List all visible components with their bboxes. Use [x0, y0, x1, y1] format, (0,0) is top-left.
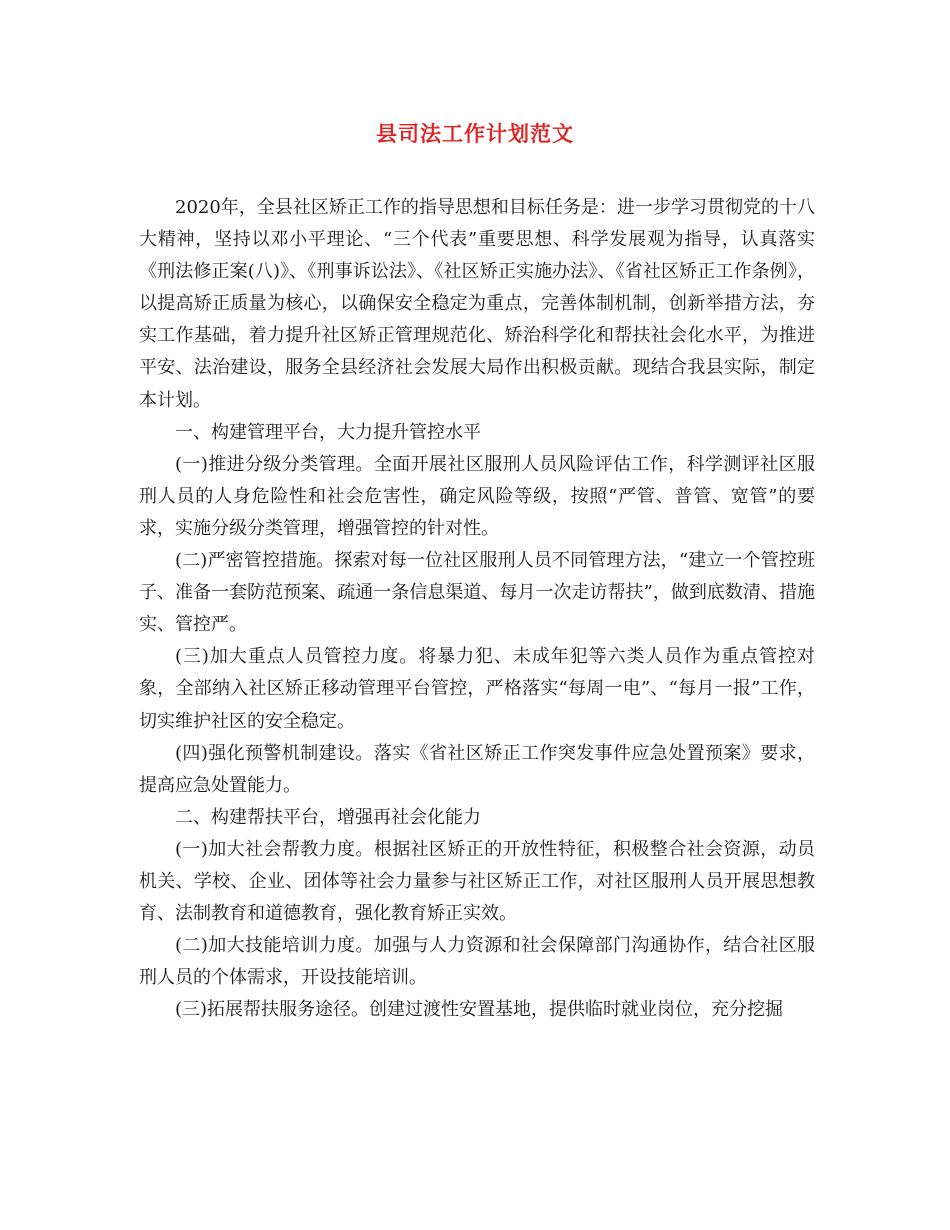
section-heading-2: 二、构建帮扶平台，增强再社会化能力: [175, 806, 481, 828]
paragraph-1-2: (二)严密管控措施。探索对每一位社区服刑人员不同管理方法，“建立一个管控班子、准备一套防范预案、疏通一条信息渠道、每月一次走访帮扶”，做到底数清、措施实、管控严。: [139, 550, 815, 636]
paragraph-1-1: (一)推进分级分类管理。全面开展社区服刑人员风险评估工作，科学测评社区服刑人员的人身危险性和社会危害性，确定风险等级，按照“严管、普管、宽管”的要求，实施分级分类管理，增强管控的针对性。: [139, 453, 815, 539]
paragraph-1-3: (三)加大重点人员管控力度。将暴力犯、未成年犯等六类人员作为重点管控对象，全部纳入社区矫正移动管理平台管控，严格落实“每周一电”、“每月一报”工作，切实维护社区的安全稳定。: [139, 646, 815, 732]
paragraph-2-1: (一)加大社会帮教力度。根据社区矫正的开放性特征，积极整合社会资源，动员机关、学校、企业、团体等社会力量参与社区矫正工作，对社区服刑人员开展思想教育、法制教育和道德教育，强化教育矫正实效。: [139, 838, 815, 925]
paragraph-1-4: (四)强化预警机制建设。落实《省社区矫正工作突发事件应急处置预案》要求，提高应急处置能力。: [139, 742, 815, 796]
document-title: 县司法工作计划范文: [376, 121, 574, 146]
paragraph-intro: 2020年，全县社区矫正工作的指导思想和目标任务是：进一步学习贯彻党的十八大精神，坚持以邓小平理论、“三个代表”重要思想、科学发展观为指导，认真落实《刑法修正案(八)》、《刑事诉讼法》、《社区矫正实施办法》、《省社区矫正工作条例》，以提高矫正质量为核心，以确保安全稳定为重点，完善体制机制，创新举措方法，夯实工作基础，着力提升社区矫正管理规范化、矫治科学化和帮扶社会化水平，为推进平安、法治建设，服务全县经济社会发展大局作出积极贡献。现结合我县实际，制定本计划。: [139, 197, 815, 411]
section-heading-1: 一、构建管理平台，大力提升管控水平: [175, 421, 481, 443]
paragraph-2-2: (二)加大技能培训力度。加强与人力资源和社会保障部门沟通协作，结合社区服刑人员的个体需求，开设技能培训。: [139, 935, 815, 989]
document-body: [139, 192, 815, 1026]
paragraph-2-3: (三)拓展帮扶服务途径。创建过渡性安置基地，提供临时就业岗位，充分挖掘: [175, 999, 784, 1021]
